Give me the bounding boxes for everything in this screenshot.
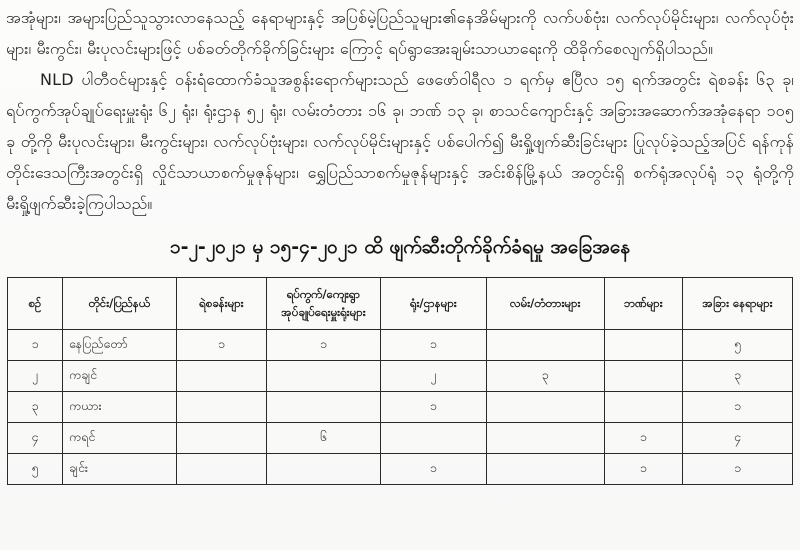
cell-no: ၄ — [8, 423, 63, 454]
cell-region: ချင်း — [62, 454, 176, 485]
cell-offices-departments: ၂ — [380, 361, 486, 392]
cell-ward-admin-offices: ၆ — [267, 423, 381, 454]
col-header-banks: ဘဏ်များ — [604, 278, 683, 330]
cell-police-stations: ၁ — [176, 330, 266, 361]
cell-police-stations — [176, 454, 266, 485]
cell-police-stations — [176, 361, 266, 392]
cell-region: ကချင် — [62, 361, 176, 392]
col-header-other-places: အခြား နေရာများ — [683, 278, 793, 330]
col-header-offices-departments: ရုံး/ဌာနများ — [380, 278, 486, 330]
cell-region: ကရင် — [62, 423, 176, 454]
cell-offices-departments — [380, 423, 486, 454]
damage-summary-table — [7, 277, 793, 485]
table-row — [8, 454, 793, 485]
table-row — [8, 392, 793, 423]
cell-police-stations — [176, 392, 266, 423]
cell-ward-admin-offices: ၁ — [267, 330, 381, 361]
table-header-row — [8, 278, 793, 330]
col-header-ward-admin-offices: ရပ်ကွက်/ကျေးရွာ အုပ်ချုပ်ရေးမှူးရုံးများ — [267, 278, 381, 330]
table-row — [8, 361, 793, 392]
cell-no: ၁ — [8, 330, 63, 361]
cell-ward-admin-offices — [267, 454, 381, 485]
table-row — [8, 423, 793, 454]
paragraph-1: အအုံများ၊ အများပြည်သူသွားလာနေသည့် နေရာများနှင့် အပြစ်မဲ့ပြည်သူများ၏နေအိမ်များကို လက်ပစ်ဗုံး၊ လက်လုပ်မိုင်းများ၊ လက်လုပ်ဗုံးများ၊ မီးကွင်း၊ မီးပုလင်းများဖြင့် ပစ်ခတ်တိုက်ခိုက်ခြင်းများ ကြောင့် ရပ်ရွာအေးချမ်းသာယာရေးကို ထိခိုက်စေလျက်ရှိပါသည်။ — [6, 8, 794, 58]
cell-banks — [604, 392, 683, 423]
cell-roads-bridges — [486, 392, 604, 423]
cell-roads-bridges: ၃ — [486, 361, 604, 392]
cell-region: ကယား — [62, 392, 176, 423]
cell-offices-departments: ၁ — [380, 330, 486, 361]
cell-police-stations — [176, 423, 266, 454]
paragraph-2: NLD ပါတီဝင်များနှင့် ဝန်းရံထောက်ခံသူအစွန်းရောက်များသည် ဖေဖော်ဝါရီလ ၁ ရက်မှ ဧပြီလ ၁၅ ရက်အတွင်း ရဲစခန်း ၆၃ ခု၊ ရပ်ကွက်အုပ်ချုပ်ရေးမှူးရုံး ၆၂ ရုံး၊ ရုံးဌာန ၅၂ ရုံး၊ လမ်းတံတား ၁၆ ခု၊ ဘဏ် ၁၃ ခု၊ စာသင်ကျောင်းနှင့် အခြားအဆောက်အအုံနေရာ ၁၀၅ ခု တို့ကို မီးပုလင်းများ၊ မီးကွင်းများ၊ လက်လုပ်ဗုံးများ၊ လက်လုပ်မိုင်းများနှင့် ပစ်ပေါက်၍ မီးရှို့ဖျက်ဆီးခြင်းများ ပြုလုပ်ခဲ့သည့်အပြင် ရန်ကုန် တိုင်းဒေသကြီးအတွင်းရှိ လှိုင်သာယာစက်မှုဇုန်များ၊ ရွှေပြည်သာစက်မှုဇုန်များနှင့် အင်းစိန်မြို့နယ် အတွင်းရှိ စက်ရုံအလုပ်ရုံ ၁၃ ရုံတို့ကို မီးရှို့ဖျက်ဆီးခဲ့ကြပါသည်။ — [6, 70, 794, 213]
cell-no: ၅ — [8, 454, 63, 485]
cell-roads-bridges — [486, 454, 604, 485]
cell-roads-bridges — [486, 423, 604, 454]
cell-banks — [604, 330, 683, 361]
cell-no: ၃ — [8, 392, 63, 423]
cell-banks: ၁ — [604, 423, 683, 454]
cell-banks: ၁ — [604, 454, 683, 485]
cell-offices-departments: ၁ — [380, 454, 486, 485]
table-row — [8, 330, 793, 361]
cell-banks — [604, 361, 683, 392]
col-header-region: တိုင်း/ပြည်နယ် — [62, 278, 176, 330]
cell-region: နေပြည်တော် — [62, 330, 176, 361]
cell-ward-admin-offices — [267, 361, 381, 392]
col-header-roads-bridges: လမ်း/တံတားများ — [486, 278, 604, 330]
cell-other-places: ၁ — [683, 454, 793, 485]
cell-other-places: ၃ — [683, 361, 793, 392]
cell-other-places: ၄ — [683, 423, 793, 454]
col-header-no: စဉ် — [8, 278, 63, 330]
cell-other-places: ၁ — [683, 392, 793, 423]
cell-roads-bridges — [486, 330, 604, 361]
cell-other-places: ၅ — [683, 330, 793, 361]
cell-offices-departments: ၁ — [380, 392, 486, 423]
cell-ward-admin-offices — [267, 392, 381, 423]
col-header-police-stations: ရဲစခန်းများ — [176, 278, 266, 330]
cell-no: ၂ — [8, 361, 63, 392]
table-heading: ၁-၂-၂၀၂၁ မှ ၁၅-၄-၂၀၂၁ ထိ ဖျက်ဆီးတိုက်ခိုက်ခံရမှု အခြေအနေ — [169, 236, 631, 258]
